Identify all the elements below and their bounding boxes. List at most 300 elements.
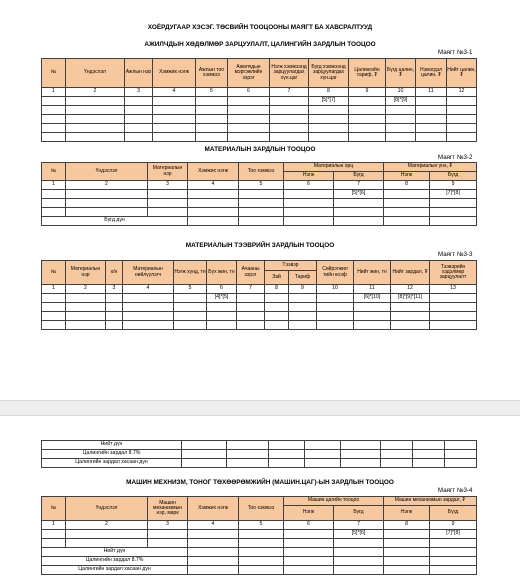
main-title: ХОЁРДУГААР ХЭСЭГ. ТӨСВИЙН ТООЦООНЫ МАЯГТ БА ХАВСРАЛТУУД: [147, 24, 373, 31]
empty-cell: [349, 133, 386, 142]
empty-cell: [354, 321, 391, 330]
empty-cell: [42, 303, 66, 312]
empty-cell: [42, 97, 66, 106]
empty-cell: [284, 530, 334, 539]
column-number: 5: [239, 521, 284, 530]
column-number: 3: [106, 285, 123, 294]
summary-row: [42, 459, 477, 468]
column-number: 9: [289, 285, 317, 294]
table-3-2-title: МАТЕРИАЛЫН ЗАРДЛЫН ТООЦОО: [204, 146, 316, 153]
empty-cell: [430, 566, 477, 575]
empty-cell: [66, 530, 148, 539]
empty-cell: [289, 321, 317, 330]
form-label-3-1: Маягт №3-1: [438, 49, 473, 56]
header-cell: Үндэслэл: [66, 59, 125, 88]
column-number: 2: [66, 181, 148, 190]
empty-cell: [106, 312, 123, 321]
empty-cell: [237, 294, 265, 303]
empty-cell: [334, 539, 384, 548]
column-number: 12: [391, 285, 430, 294]
table-3-3: [41, 260, 477, 330]
column-number: 4: [123, 285, 174, 294]
empty-cell: [125, 97, 153, 106]
column-number: 4: [153, 88, 196, 97]
empty-cell: [239, 190, 284, 199]
header-cell: Ажлын тоо хэмжээ: [196, 59, 228, 88]
empty-cell: [317, 312, 354, 321]
column-number: 6: [284, 181, 334, 190]
empty-cell: [349, 97, 386, 106]
table-row: [42, 106, 477, 115]
empty-cell: [188, 539, 239, 548]
empty-cell: [239, 217, 284, 226]
header-cell: Ажлын нэр: [125, 59, 153, 88]
subheader-cell: Зай: [265, 271, 289, 285]
table-3-2-number-row: [42, 181, 477, 190]
summary-label: Цалингийн зардал 8.7%: [42, 450, 182, 459]
empty-cell: [125, 124, 153, 133]
header-cell: Хэмжих нэгж: [188, 163, 239, 181]
header-cell: Тоо хэмжээ: [239, 497, 284, 521]
table-3-4-header-row: [42, 497, 477, 506]
header-cell: Материалын үнэ, ₮: [384, 163, 477, 172]
empty-cell: [42, 530, 66, 539]
empty-cell: [265, 312, 289, 321]
form-label-3-2: Маягт №3-2: [438, 154, 473, 161]
empty-cell: [341, 459, 381, 468]
empty-cell: [381, 441, 413, 450]
column-number: 2: [66, 285, 106, 294]
column-number: 3: [148, 181, 188, 190]
table-3-3-header-row: [42, 261, 477, 271]
empty-cell: [66, 208, 148, 217]
empty-cell: [349, 115, 386, 124]
header-cell: Үндэслэл: [66, 163, 148, 181]
empty-cell: [386, 124, 416, 133]
empty-cell: [265, 294, 289, 303]
empty-cell: [237, 303, 265, 312]
column-number: 11: [354, 285, 391, 294]
empty-cell: [391, 303, 430, 312]
header-cell: №: [42, 59, 66, 88]
empty-cell: [66, 303, 106, 312]
empty-cell: [66, 321, 106, 330]
empty-cell: [334, 548, 384, 557]
empty-cell: [284, 566, 334, 575]
empty-cell: [430, 312, 477, 321]
header-cell: Материалын нэр: [148, 163, 188, 181]
document-page-2: [0, 416, 520, 577]
empty-cell: [334, 566, 384, 575]
empty-cell: [413, 441, 445, 450]
empty-cell: [284, 548, 334, 557]
column-number: 2: [66, 521, 148, 530]
table-3-3-title: МАТЕРИАЛЫН ТЭЭВРИЙН ЗАРДЛЫН ТООЦОО: [185, 242, 335, 249]
empty-cell: [309, 115, 349, 124]
empty-cell: [66, 312, 106, 321]
subheader-cell: Бүгд: [334, 172, 384, 181]
column-number: 9: [430, 181, 477, 190]
empty-cell: [430, 539, 477, 548]
empty-cell: [239, 208, 284, 217]
header-cell: Сийрэгжил тийн коэф: [317, 261, 354, 285]
empty-cell: [153, 106, 196, 115]
header-cell: №: [42, 497, 66, 521]
table-row: [42, 124, 477, 133]
header-cell: Ачааны зэрэг: [237, 261, 265, 285]
empty-cell: [270, 133, 309, 142]
empty-cell: [284, 539, 334, 548]
header-cell: Нэмэгдэл цалин, ₮: [416, 59, 447, 88]
empty-cell: [237, 312, 265, 321]
empty-cell: [284, 190, 334, 199]
empty-cell: [384, 539, 430, 548]
form-label-3-4: Маягт №3-4: [438, 487, 473, 494]
empty-cell: [196, 106, 228, 115]
empty-cell: [284, 217, 334, 226]
table-row: [42, 303, 477, 312]
empty-cell: [354, 312, 391, 321]
empty-cell: [265, 321, 289, 330]
empty-cell: [430, 294, 477, 303]
empty-cell: [309, 106, 349, 115]
table-3-1-number-row: [42, 88, 477, 97]
empty-cell: [188, 557, 239, 566]
empty-cell: [239, 530, 284, 539]
empty-cell: [309, 124, 349, 133]
empty-cell: [384, 190, 430, 199]
empty-cell: [334, 208, 384, 217]
table-row: [42, 312, 477, 321]
empty-cell: [269, 441, 305, 450]
column-number: 9: [430, 521, 477, 530]
header-cell: Тээвэр: [265, 261, 317, 271]
empty-cell: [305, 450, 341, 459]
header-cell: Материалын орц: [284, 163, 384, 172]
table-3-3-number-row: [42, 285, 477, 294]
summary-label: Цалингийн зардал хасаан дүн: [42, 566, 188, 575]
column-number: 4: [188, 181, 239, 190]
summary-row: [42, 441, 477, 450]
empty-cell: [42, 124, 66, 133]
empty-cell: [106, 303, 123, 312]
table-3-1-header-row: [42, 59, 477, 88]
empty-cell: [416, 97, 447, 106]
empty-cell: [430, 208, 477, 217]
empty-cell: [153, 115, 196, 124]
subheader-cell: Нэгж: [284, 172, 334, 181]
empty-cell: [174, 303, 207, 312]
empty-cell: [188, 530, 239, 539]
empty-cell: [66, 294, 106, 303]
table-row: [42, 294, 477, 303]
empty-cell: [148, 530, 188, 539]
empty-cell: [381, 450, 413, 459]
empty-cell: [66, 133, 125, 142]
table-row: [42, 190, 477, 199]
empty-cell: [239, 548, 284, 557]
formula-cell: [8]*[9]: [386, 97, 416, 106]
header-cell: №: [42, 261, 66, 285]
header-cell: Бүх жин, тн: [207, 261, 237, 285]
column-number: 11: [416, 88, 447, 97]
table-3-4-summary-row: [42, 566, 477, 575]
table-row: [42, 530, 477, 539]
formula-cell: [5]*[6]: [334, 530, 384, 539]
summary-label: Цалингийн зардал 8.7%: [42, 557, 188, 566]
empty-cell: [384, 217, 430, 226]
summary-label: Нийт дүн: [42, 548, 188, 557]
empty-cell: [106, 294, 123, 303]
empty-cell: [153, 133, 196, 142]
empty-cell: [447, 133, 477, 142]
empty-cell: [317, 294, 354, 303]
empty-cell: [182, 441, 227, 450]
header-cell: х/н: [106, 261, 123, 285]
formula-cell: [7]*[8]: [430, 530, 477, 539]
subheader-cell: Бүгд: [430, 506, 477, 521]
empty-cell: [381, 459, 413, 468]
column-number: 1: [42, 88, 66, 97]
empty-cell: [445, 450, 477, 459]
empty-cell: [42, 133, 66, 142]
table-3-2: [41, 162, 477, 226]
empty-cell: [334, 199, 384, 208]
empty-cell: [445, 441, 477, 450]
empty-cell: [341, 441, 381, 450]
table-row: [42, 97, 477, 106]
empty-cell: [188, 548, 239, 557]
subheader-cell: Бүгд: [334, 506, 384, 521]
column-number: 5: [196, 88, 228, 97]
empty-cell: [239, 557, 284, 566]
column-number: 3: [148, 521, 188, 530]
empty-cell: [430, 303, 477, 312]
empty-cell: [123, 312, 174, 321]
column-number: 7: [334, 521, 384, 530]
empty-cell: [309, 133, 349, 142]
empty-cell: [42, 208, 66, 217]
empty-cell: [207, 312, 237, 321]
column-number: 10: [386, 88, 416, 97]
column-number: 8: [384, 521, 430, 530]
empty-cell: [227, 441, 269, 450]
empty-cell: [106, 321, 123, 330]
empty-cell: [384, 566, 430, 575]
empty-cell: [228, 97, 270, 106]
empty-cell: [66, 97, 125, 106]
empty-cell: [269, 450, 305, 459]
empty-cell: [174, 312, 207, 321]
header-cell: Ажилчдын мэргэжлийн зэрэг: [228, 59, 270, 88]
empty-cell: [174, 321, 207, 330]
empty-cell: [227, 450, 269, 459]
empty-cell: [384, 199, 430, 208]
empty-cell: [416, 115, 447, 124]
empty-cell: [289, 312, 317, 321]
empty-cell: [123, 294, 174, 303]
table-3-1-title: АЖИЛЧДЫН ХӨДӨЛМӨР ЗАРЦУУЛАЛТ, ЦАЛИНГИЙН ЗАРДЛЫН ТООЦОО: [144, 41, 376, 48]
header-cell: Бүгд хэмжээнд зарцуулагдах хүн.цаг: [309, 59, 349, 88]
empty-cell: [42, 115, 66, 124]
empty-cell: [430, 557, 477, 566]
header-cell: Машин механизмын зардал, ₮: [384, 497, 477, 506]
empty-cell: [386, 106, 416, 115]
empty-cell: [182, 450, 227, 459]
empty-cell: [207, 321, 237, 330]
subheader-cell: Нэгж: [384, 172, 430, 181]
empty-cell: [125, 106, 153, 115]
column-number: 3: [125, 88, 153, 97]
header-cell: Материалын нийлүүлэгч: [123, 261, 174, 285]
table-3-1: [41, 58, 477, 142]
column-number: 1: [42, 285, 66, 294]
column-number: 10: [317, 285, 354, 294]
empty-cell: [265, 303, 289, 312]
formula-cell: [6]*[10]: [354, 294, 391, 303]
empty-cell: [42, 539, 66, 548]
header-cell: Нэгж хүнд, тн: [174, 261, 207, 285]
empty-cell: [228, 106, 270, 115]
formula-cell: [7]*[8]: [430, 190, 477, 199]
column-number: 7: [334, 181, 384, 190]
table-row: [42, 115, 477, 124]
empty-cell: [270, 124, 309, 133]
empty-cell: [196, 115, 228, 124]
header-cell: Цалингийн тариф, ₮: [349, 59, 386, 88]
subheader-cell: Нэгж: [384, 506, 430, 521]
empty-cell: [430, 217, 477, 226]
empty-cell: [196, 97, 228, 106]
empty-cell: [284, 208, 334, 217]
empty-cell: [416, 133, 447, 142]
column-number: 9: [349, 88, 386, 97]
header-cell: Үндэслэл: [66, 497, 148, 521]
header-cell: Машин механизмын нэр, марк: [148, 497, 188, 521]
empty-cell: [447, 106, 477, 115]
empty-cell: [228, 133, 270, 142]
header-cell: Нэгж хэмжээнд зарцуулагдах хүн.цаг: [270, 59, 309, 88]
column-number: 6: [207, 285, 237, 294]
header-cell: Хэмжих нэгж: [188, 497, 239, 521]
empty-cell: [188, 566, 239, 575]
empty-cell: [239, 566, 284, 575]
empty-cell: [334, 217, 384, 226]
column-number: 6: [284, 521, 334, 530]
empty-cell: [447, 97, 477, 106]
column-number: 7: [270, 88, 309, 97]
header-cell: Тоо хэмжээ: [239, 163, 284, 181]
header-cell: Нийт жин, тн: [354, 261, 391, 285]
empty-cell: [349, 124, 386, 133]
empty-cell: [66, 115, 125, 124]
empty-cell: [148, 208, 188, 217]
empty-cell: [284, 557, 334, 566]
column-number: 6: [228, 88, 270, 97]
empty-cell: [447, 124, 477, 133]
empty-cell: [334, 557, 384, 566]
formula-cell: [8]*[9]*[11]: [391, 294, 430, 303]
empty-cell: [270, 106, 309, 115]
empty-cell: [270, 115, 309, 124]
header-cell: Хэмжих нэгж: [153, 59, 196, 88]
empty-cell: [447, 115, 477, 124]
empty-cell: [413, 450, 445, 459]
empty-cell: [153, 97, 196, 106]
empty-cell: [305, 441, 341, 450]
empty-cell: [430, 321, 477, 330]
empty-cell: [42, 199, 66, 208]
empty-cell: [269, 459, 305, 468]
table-3-4-summary-row: [42, 557, 477, 566]
empty-cell: [391, 321, 430, 330]
table-3-4-summary-row: [42, 548, 477, 557]
header-cell: Нийт зардал, ₮: [391, 261, 430, 285]
table-3-2-header-row: [42, 163, 477, 172]
empty-cell: [384, 208, 430, 217]
header-cell: Нийт цалин, ₮: [447, 59, 477, 88]
empty-cell: [391, 312, 430, 321]
summary-label: Нийт дүн: [42, 441, 182, 450]
empty-cell: [289, 303, 317, 312]
empty-cell: [227, 459, 269, 468]
table-3-4: [41, 496, 477, 575]
subheader-cell: Нэгж: [284, 506, 334, 521]
column-number: 8: [265, 285, 289, 294]
column-number: 2: [66, 88, 125, 97]
total-label: Бүгд дүн: [42, 217, 188, 226]
empty-cell: [270, 97, 309, 106]
empty-cell: [384, 548, 430, 557]
column-number: 5: [174, 285, 207, 294]
empty-cell: [188, 199, 239, 208]
column-number: 8: [384, 181, 430, 190]
table-row: [42, 133, 477, 142]
header-cell: №: [42, 163, 66, 181]
column-number: 5: [239, 181, 284, 190]
column-number: 7: [237, 285, 265, 294]
empty-cell: [416, 106, 447, 115]
empty-cell: [188, 217, 239, 226]
table-row: [42, 208, 477, 217]
header-cell: Тээвэрийн хэдэлмөр зарцуулалт: [430, 261, 477, 285]
empty-cell: [239, 539, 284, 548]
empty-cell: [317, 321, 354, 330]
empty-cell: [289, 294, 317, 303]
empty-cell: [413, 459, 445, 468]
empty-cell: [430, 548, 477, 557]
empty-cell: [125, 133, 153, 142]
formula-cell: [5]*[7]: [309, 97, 349, 106]
empty-cell: [228, 124, 270, 133]
empty-cell: [196, 124, 228, 133]
empty-cell: [66, 539, 148, 548]
empty-cell: [66, 190, 148, 199]
empty-cell: [196, 133, 228, 142]
table-3-4-title: МАШИН МЕХНИЗМ, ТОНОГ ТӨХӨӨРӨМЖИЙН (МАШИН.ЦАГ)-ЫН ЗАРДЛЫН ТООЦОО: [126, 479, 394, 486]
empty-cell: [445, 459, 477, 468]
empty-cell: [341, 450, 381, 459]
empty-cell: [42, 294, 66, 303]
empty-cell: [182, 459, 227, 468]
table-row: [42, 321, 477, 330]
empty-cell: [188, 190, 239, 199]
empty-cell: [148, 190, 188, 199]
empty-cell: [42, 106, 66, 115]
form-label-3-3: Маягт №3-3: [438, 251, 473, 258]
column-number: 13: [430, 285, 477, 294]
empty-cell: [317, 303, 354, 312]
